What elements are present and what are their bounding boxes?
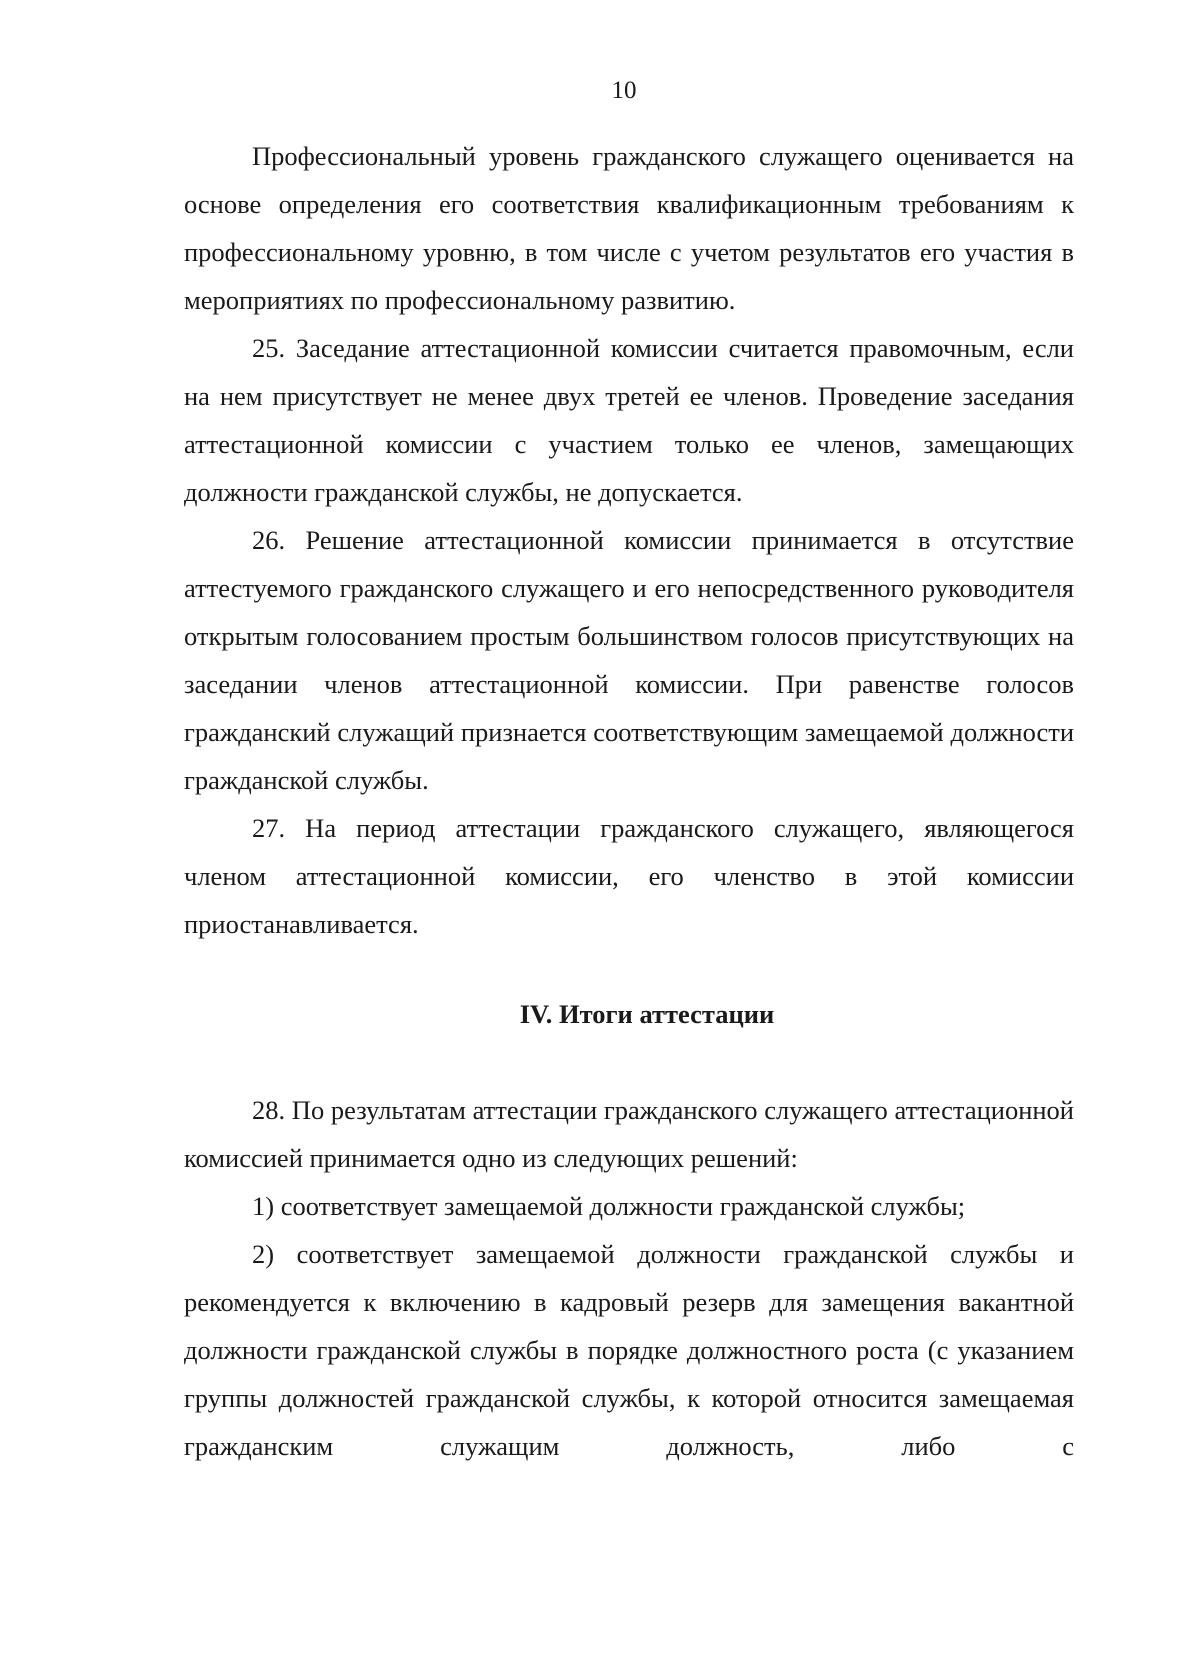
- list-item-decision-2: 2) соответствует замещаемой должности гражданской службы и рекомендуется к включению в кадровый резерв для замещения вакантной должности гражданской службы в порядке должностного роста (с указанием группы должностей гражданской службы, к которой относится замещаемая гражданским служащим должность, либо с: [184, 1239, 1074, 1461]
- document-body: [184, 132, 1074, 1470]
- paragraph-25-quorum: 25. Заседание аттестационной комиссии считается правомочным, если на нем присутствует не менее двух третей ее членов. Проведение заседания аттестационной комиссии с участием только ее членов, замещающих должности гражданской службы, не допускается.: [184, 333, 1074, 507]
- paragraph-26-decision: 26. Решение аттестационной комиссии принимается в отсутствие аттестуемого гражданского служащего и его непосредственного руководителя открытым голосованием простым большинством голосов присутствующих на заседании членов аттестационной комиссии. При равенстве голосов гражданский служащий признается соответствующим замещаемой должности гражданской службы.: [184, 525, 1074, 795]
- page-number: 10: [611, 77, 637, 104]
- paragraph-professional-level: Профессиональный уровень гражданского служащего оценивается на основе определения его соответствия квалификационным требованиям к профессиональному уровню, в том числе с учетом результатов его участия в мероприятиях по профессиональному развитию.: [184, 141, 1074, 315]
- section-heading: IV. Итоги аттестации: [519, 999, 775, 1029]
- paragraph-28-results: 28. По результатам аттестации гражданского служащего аттестационной комиссией принимается одно из следующих решений:: [184, 1095, 1074, 1173]
- paragraph-27-membership: 27. На период аттестации гражданского служащего, являющегося членом аттестационной комиссии, его членство в этой комиссии приостанавливается.: [184, 813, 1074, 939]
- list-item-decision-1: 1) соответствует замещаемой должности гражданской службы;: [252, 1191, 966, 1221]
